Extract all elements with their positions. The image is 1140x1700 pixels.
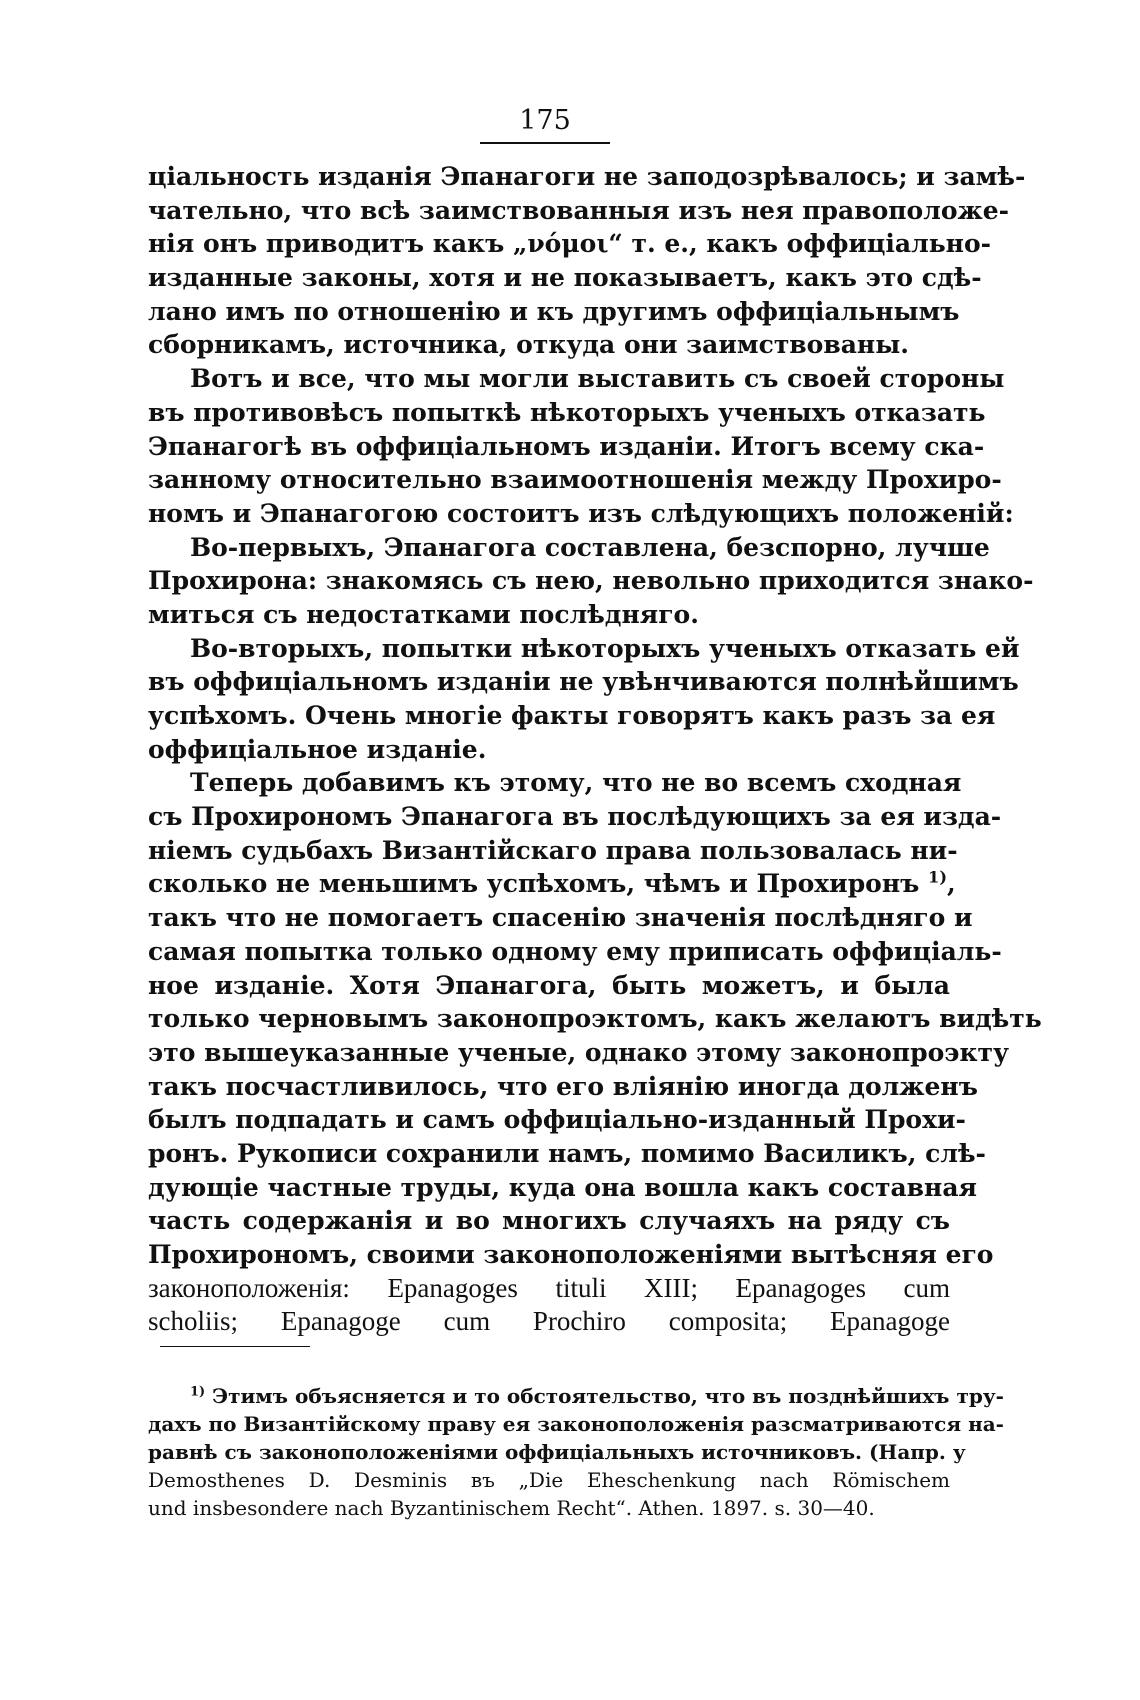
- text-line: въ противовѣсъ попыткѣ нѣкоторыхъ ученыхъ отказать: [148, 397, 986, 427]
- text-line-with-footnote-ref: [148, 867, 956, 901]
- footnote-marker: 1): [190, 1384, 206, 1400]
- text-line: такъ что не помогаетъ спасенію значенія послѣдняго и: [148, 903, 973, 933]
- footnote-line: und insbesondere nach Byzantinischem Recht“. Athen. 1897. s. 30—40.: [148, 1496, 875, 1520]
- text-line: Эпанагогѣ въ оффиціальномъ изданіи. Итогъ всему ска-: [148, 431, 985, 461]
- text-line: ціальность изданія Эпанагоги не заподозрѣвалось; и замѣ-: [148, 162, 1026, 191]
- footnote-rule: [160, 1346, 310, 1347]
- text-line: самая попытка только одному ему приписать оффиціаль-: [148, 936, 1002, 966]
- text-line: законоположенія: Epanagoges tituli XIII; Epanagoges cum: [148, 1272, 950, 1303]
- text-line: часть содержанія и во многихъ случаяхъ на ряду съ: [148, 1206, 950, 1236]
- text-line: оффиціальное изданіе.: [148, 734, 487, 764]
- text-line: scholiis; Epanagoge cum Prochiro composita; Epanagoge: [148, 1306, 950, 1337]
- text-line: дующіе частные труды, куда она вошла какъ составная: [148, 1172, 978, 1202]
- text-span: ,: [947, 869, 956, 899]
- text-line: былъ подпадать и самъ оффиціально-изданный Прохи-: [148, 1105, 966, 1135]
- text-line: въ оффиціальномъ изданіи не увѣнчиваются полнѣйшимъ: [148, 667, 1019, 697]
- main-text: [148, 160, 1042, 1339]
- paragraph-start: Во-первыхъ, Эпанагога составлена, безспорно, лучше: [190, 532, 990, 562]
- text-line: ронъ. Рукописи сохранили намъ, помимо Василикъ, слѣ-: [148, 1138, 986, 1168]
- text-line: чательно, что всѣ заимствованныя изъ нея правоположе-: [148, 195, 1010, 225]
- text-line: изданные законы, хотя и не показываетъ, какъ это сдѣ-: [148, 263, 982, 293]
- text-line: миться съ недостатками послѣдняго.: [148, 599, 699, 629]
- text-line: это вышеуказанные ученые, однако этому законопроэкту: [148, 1037, 1010, 1067]
- text-line: лано имъ по отношенію и къ другимъ оффиціальнымъ: [148, 296, 960, 326]
- paragraph-start: Теперь добавимъ къ этому, что не во всемъ сходная: [190, 768, 962, 798]
- footnote-line: равнѣ съ законоположеніями оффиціальныхъ источниковъ. (Напр. у: [148, 1440, 966, 1464]
- text-line: только черновымъ законопроэктомъ, какъ желаютъ видѣть: [148, 1004, 1042, 1034]
- text-line: съ Прохирономъ Эпанагога въ послѣдующихъ за ея изда-: [148, 802, 1002, 832]
- page-number: 175: [519, 105, 571, 136]
- footnote-line: [148, 1382, 1004, 1410]
- text-line: сборникамъ, источника, откуда они заимствованы.: [148, 330, 909, 360]
- paragraph-start: Вотъ и все, что мы могли выставить съ своей стороны: [190, 364, 1005, 394]
- text-line: занному относительно взаимоотношенія между Прохиро-: [148, 465, 1002, 495]
- text-line: Прохирономъ, своими законоположеніями вытѣсняя его: [148, 1240, 994, 1269]
- footnote-line: Demosthenes D. Desminis въ „Die Eheschenkung nach Römischem: [148, 1468, 950, 1492]
- text-span: сколько не меньшимъ успѣхомъ, чѣмъ и Прохиронъ: [148, 869, 920, 899]
- text-line: успѣхомъ. Очень многіе факты говорятъ какъ разъ за ея: [148, 701, 996, 730]
- header-rule: [480, 142, 610, 144]
- paragraph-start: Во-вторыхъ, попытки нѣкоторыхъ ученыхъ отказать ей: [190, 633, 1020, 663]
- text-line: номъ и Эпанагогою состоитъ изъ слѣдующихъ положеній:: [148, 498, 1014, 528]
- footnote: [148, 1382, 1004, 1522]
- text-line: нія онъ приводитъ какъ „νόμοι“ т. е., какъ оффиціально-: [148, 229, 992, 259]
- footnote-text: Этимъ объясняется и то обстоятельство, что въ позднѣйшихъ тру-: [212, 1384, 1004, 1408]
- text-line: Прохирона: знакомясь съ нею, невольно приходится знако-: [148, 566, 1034, 596]
- text-line: ніемъ судьбахъ Византійскаго права пользовалась ни-: [148, 835, 958, 865]
- footnote-reference: 1): [928, 868, 948, 888]
- footnote-line: дахъ по Византійскому праву ея законоположенія разсматриваются на-: [148, 1412, 1004, 1436]
- text-line: такъ посчастливилось, что его вліянію иногда долженъ: [148, 1071, 978, 1101]
- text-line: ное изданіе. Хотя Эпанагога, быть можетъ, и была: [148, 970, 950, 1000]
